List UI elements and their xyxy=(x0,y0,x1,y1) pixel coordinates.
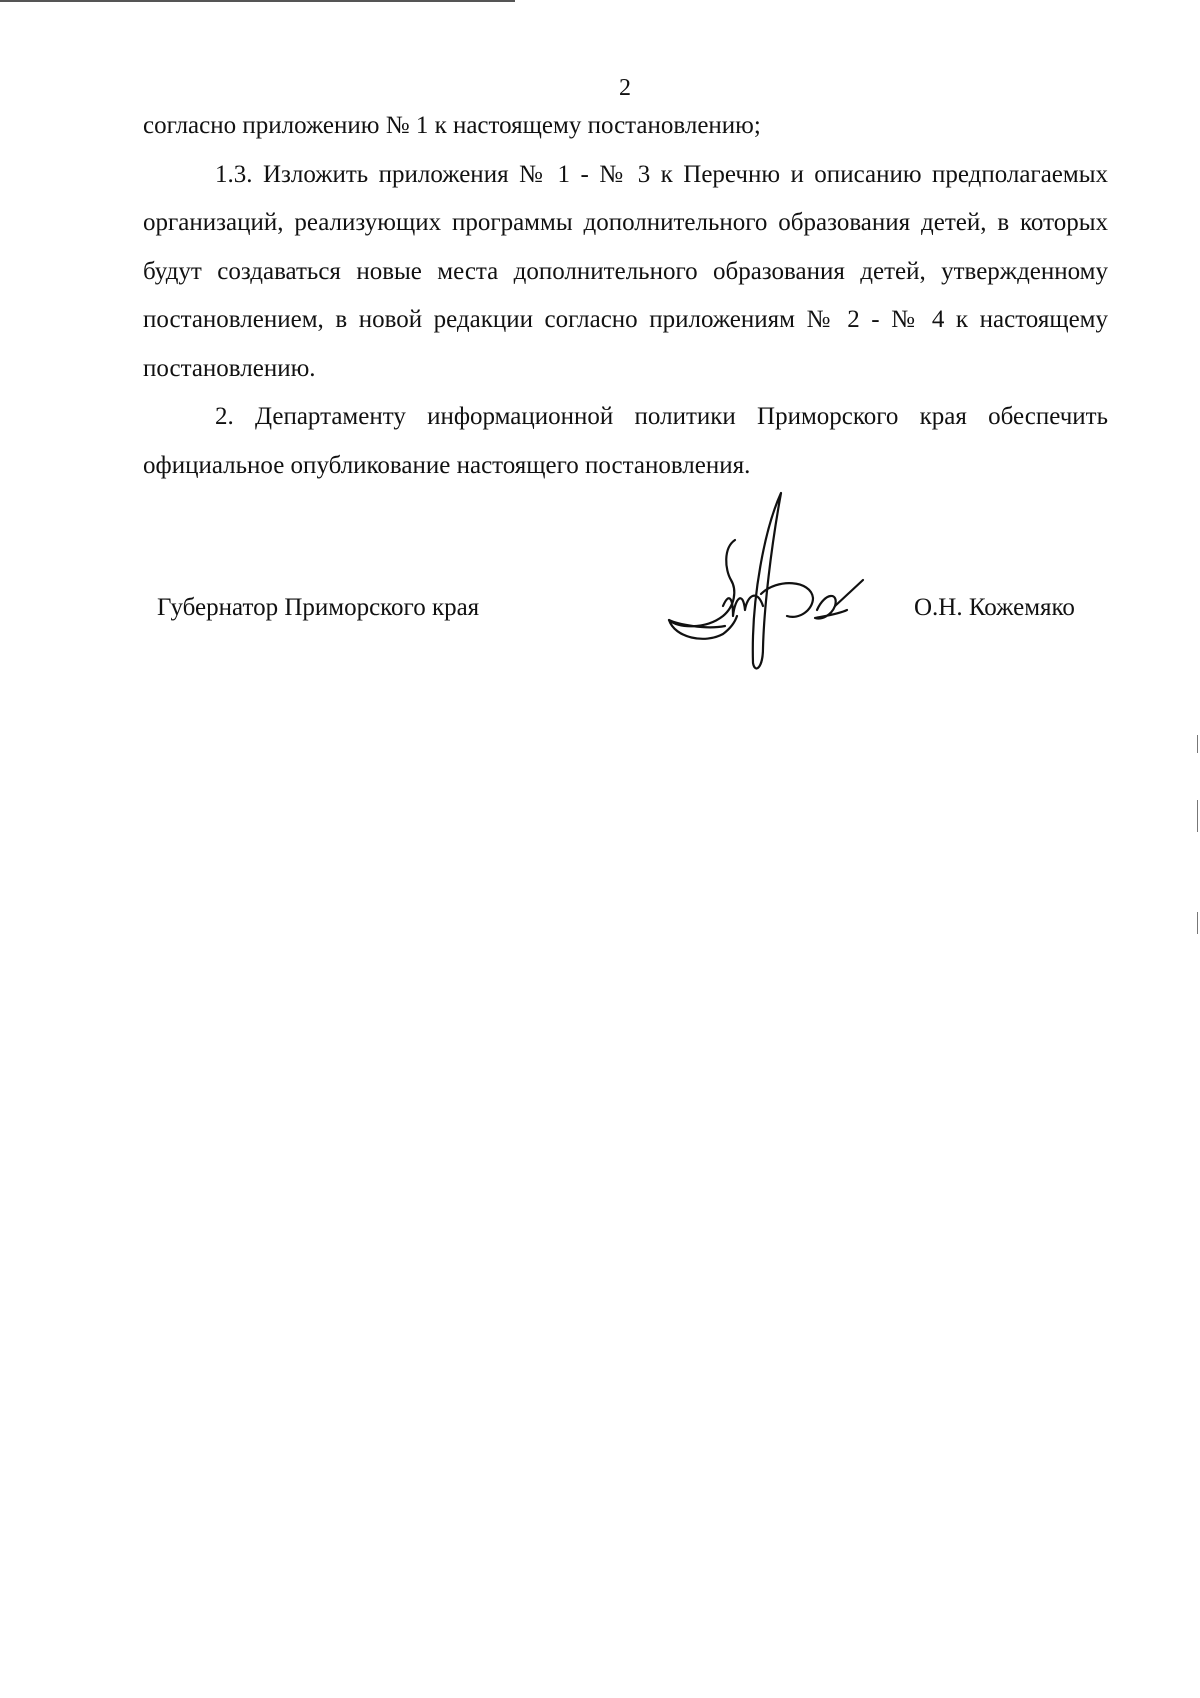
scan-top-edge-line xyxy=(0,0,515,2)
paragraph-item-1-3: 1.3. Изложить приложения № 1 - № 3 к Перечню и описанию предполагаемых организаций, реализующих программы дополнительного образования детей, в которых будут создаваться новые места дополнительного образования детей, утвержденному постановлением, в новой редакции согласно приложениям № 2 - № 4 к настоящему постановлению. xyxy=(143,160,1108,382)
scan-edge-mark xyxy=(1197,735,1198,753)
scan-edge-mark xyxy=(1197,912,1198,934)
scan-edge-mark xyxy=(1197,800,1198,832)
paragraph-item-2: 2. Департаменту информационной политики Приморского края обеспечить официальное опубликование настоящего постановления. xyxy=(143,403,1108,479)
handwritten-signature xyxy=(665,488,865,678)
signer-position: Губернатор Приморского края xyxy=(157,594,480,621)
document-body xyxy=(143,102,1108,490)
signer-name: О.Н. Кожемяко xyxy=(914,594,1075,621)
paragraph-continuation: согласно приложению № 1 к настоящему постановлению; xyxy=(143,112,761,139)
page-number: 2 xyxy=(619,75,631,101)
